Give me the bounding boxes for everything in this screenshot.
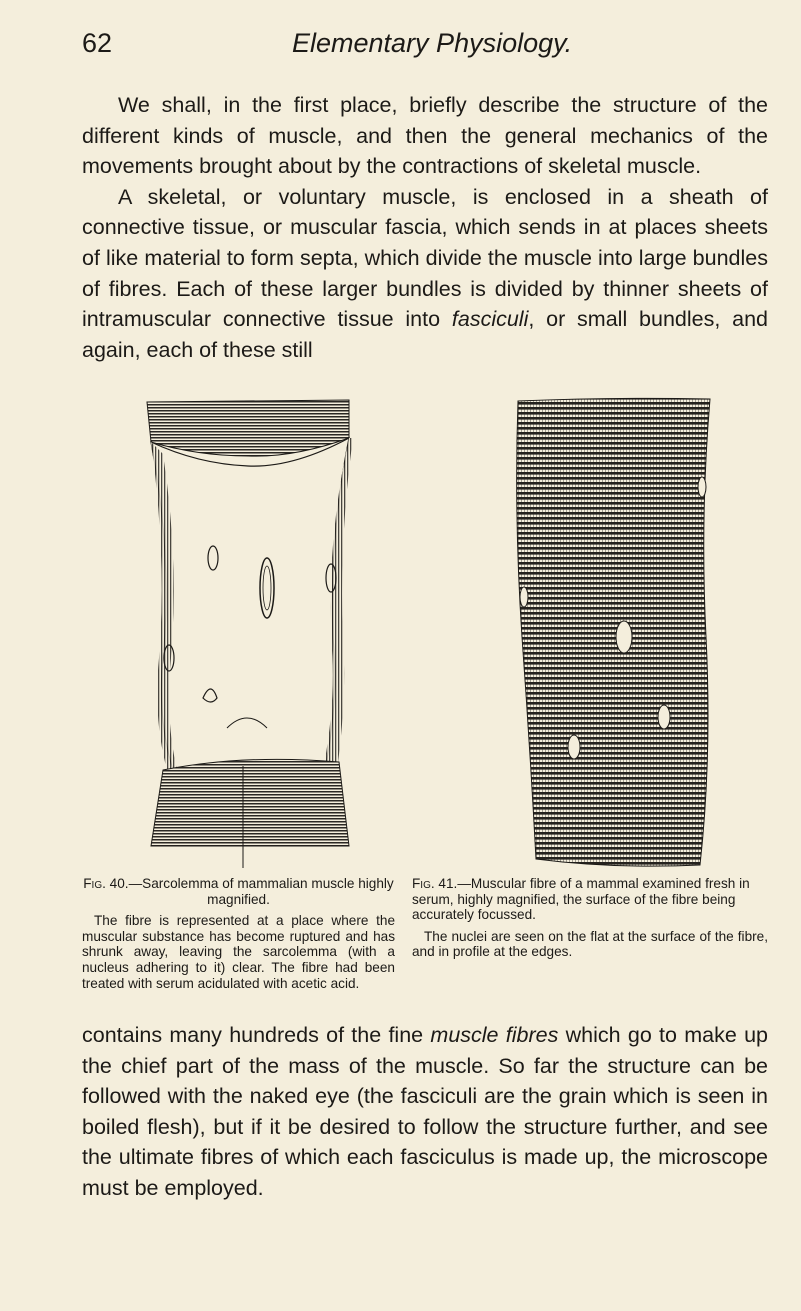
figure-40-title [82, 876, 395, 907]
figure-40-title-text: —Sarcolemma of mammalian muscle highly magnified. [128, 876, 394, 907]
paragraph-1: We shall, in the first place, briefly describe the structure of the different kinds of muscle, and then the general mechanics of the movements brought about by the contractions of skeletal muscle. [82, 93, 768, 179]
figure-40-label: Fig. 40. [83, 876, 129, 891]
running-title: Elementary Physiology. [292, 28, 573, 58]
figure-41-title-text: —Muscular fibre of a mammal examined fresh in serum, highly magnified, the surface of the fibre being accurately focussed. [412, 876, 750, 923]
paragraph-2-end: , or small bundles, and again, each of these still [82, 307, 768, 362]
muscle-fibres-term: muscle fibres [430, 1023, 559, 1047]
figure-41-note: The nuclei are seen on the flat at the surface of the fibre, and in profile at the edges. [412, 928, 768, 960]
figure-41-illustration [514, 397, 712, 869]
fasciculi-term: fasciculi [451, 307, 529, 332]
page-number: 62 [82, 28, 113, 58]
body-text-bottom [82, 1020, 768, 1204]
paragraph-2 [82, 182, 768, 366]
paragraph-2-start: A skeletal, or voluntary muscle, is enclosed in a sheath of connective tissue, or muscular fascia, which sends in at places sheets of like material to form septa, which divide the muscle into large bundles of fibres. Each of these larger bundles is divided by thinner sheets of intramuscular connective tissue into [82, 184, 768, 332]
figure-41-title [412, 876, 768, 923]
paragraph-3 [82, 1020, 768, 1204]
figure-40-note: The fibre is represented at a place where the muscular substance has become ruptured and has shrunk away, leaving the sarcolemma (with a nucleus adhering to it) clear. The fibre had been treated with serum acidulated with acetic acid. [82, 913, 395, 991]
figure-40-illustration [143, 398, 355, 870]
figure-41-caption [412, 876, 768, 960]
body-text-top [82, 90, 768, 365]
paragraph-3-start: contains many hundreds of the fine [82, 1023, 431, 1047]
sarcolemma-drawing [143, 398, 355, 870]
figure-40-caption [82, 876, 395, 991]
figure-41-label: Fig. 41. [412, 876, 458, 891]
page-header [82, 28, 722, 68]
muscle-fibre-drawing [514, 397, 712, 869]
paragraph-3-end: which go to make up the chief part of the mass of the muscle. So far the structure can be followed with the naked eye (the fasciculi are the grain which is seen in boiled flesh), but if it be desired to follow the structure further, and see the ultimate fibres of which each fasciculus is made up, the microscope must be employed. [82, 1023, 768, 1200]
